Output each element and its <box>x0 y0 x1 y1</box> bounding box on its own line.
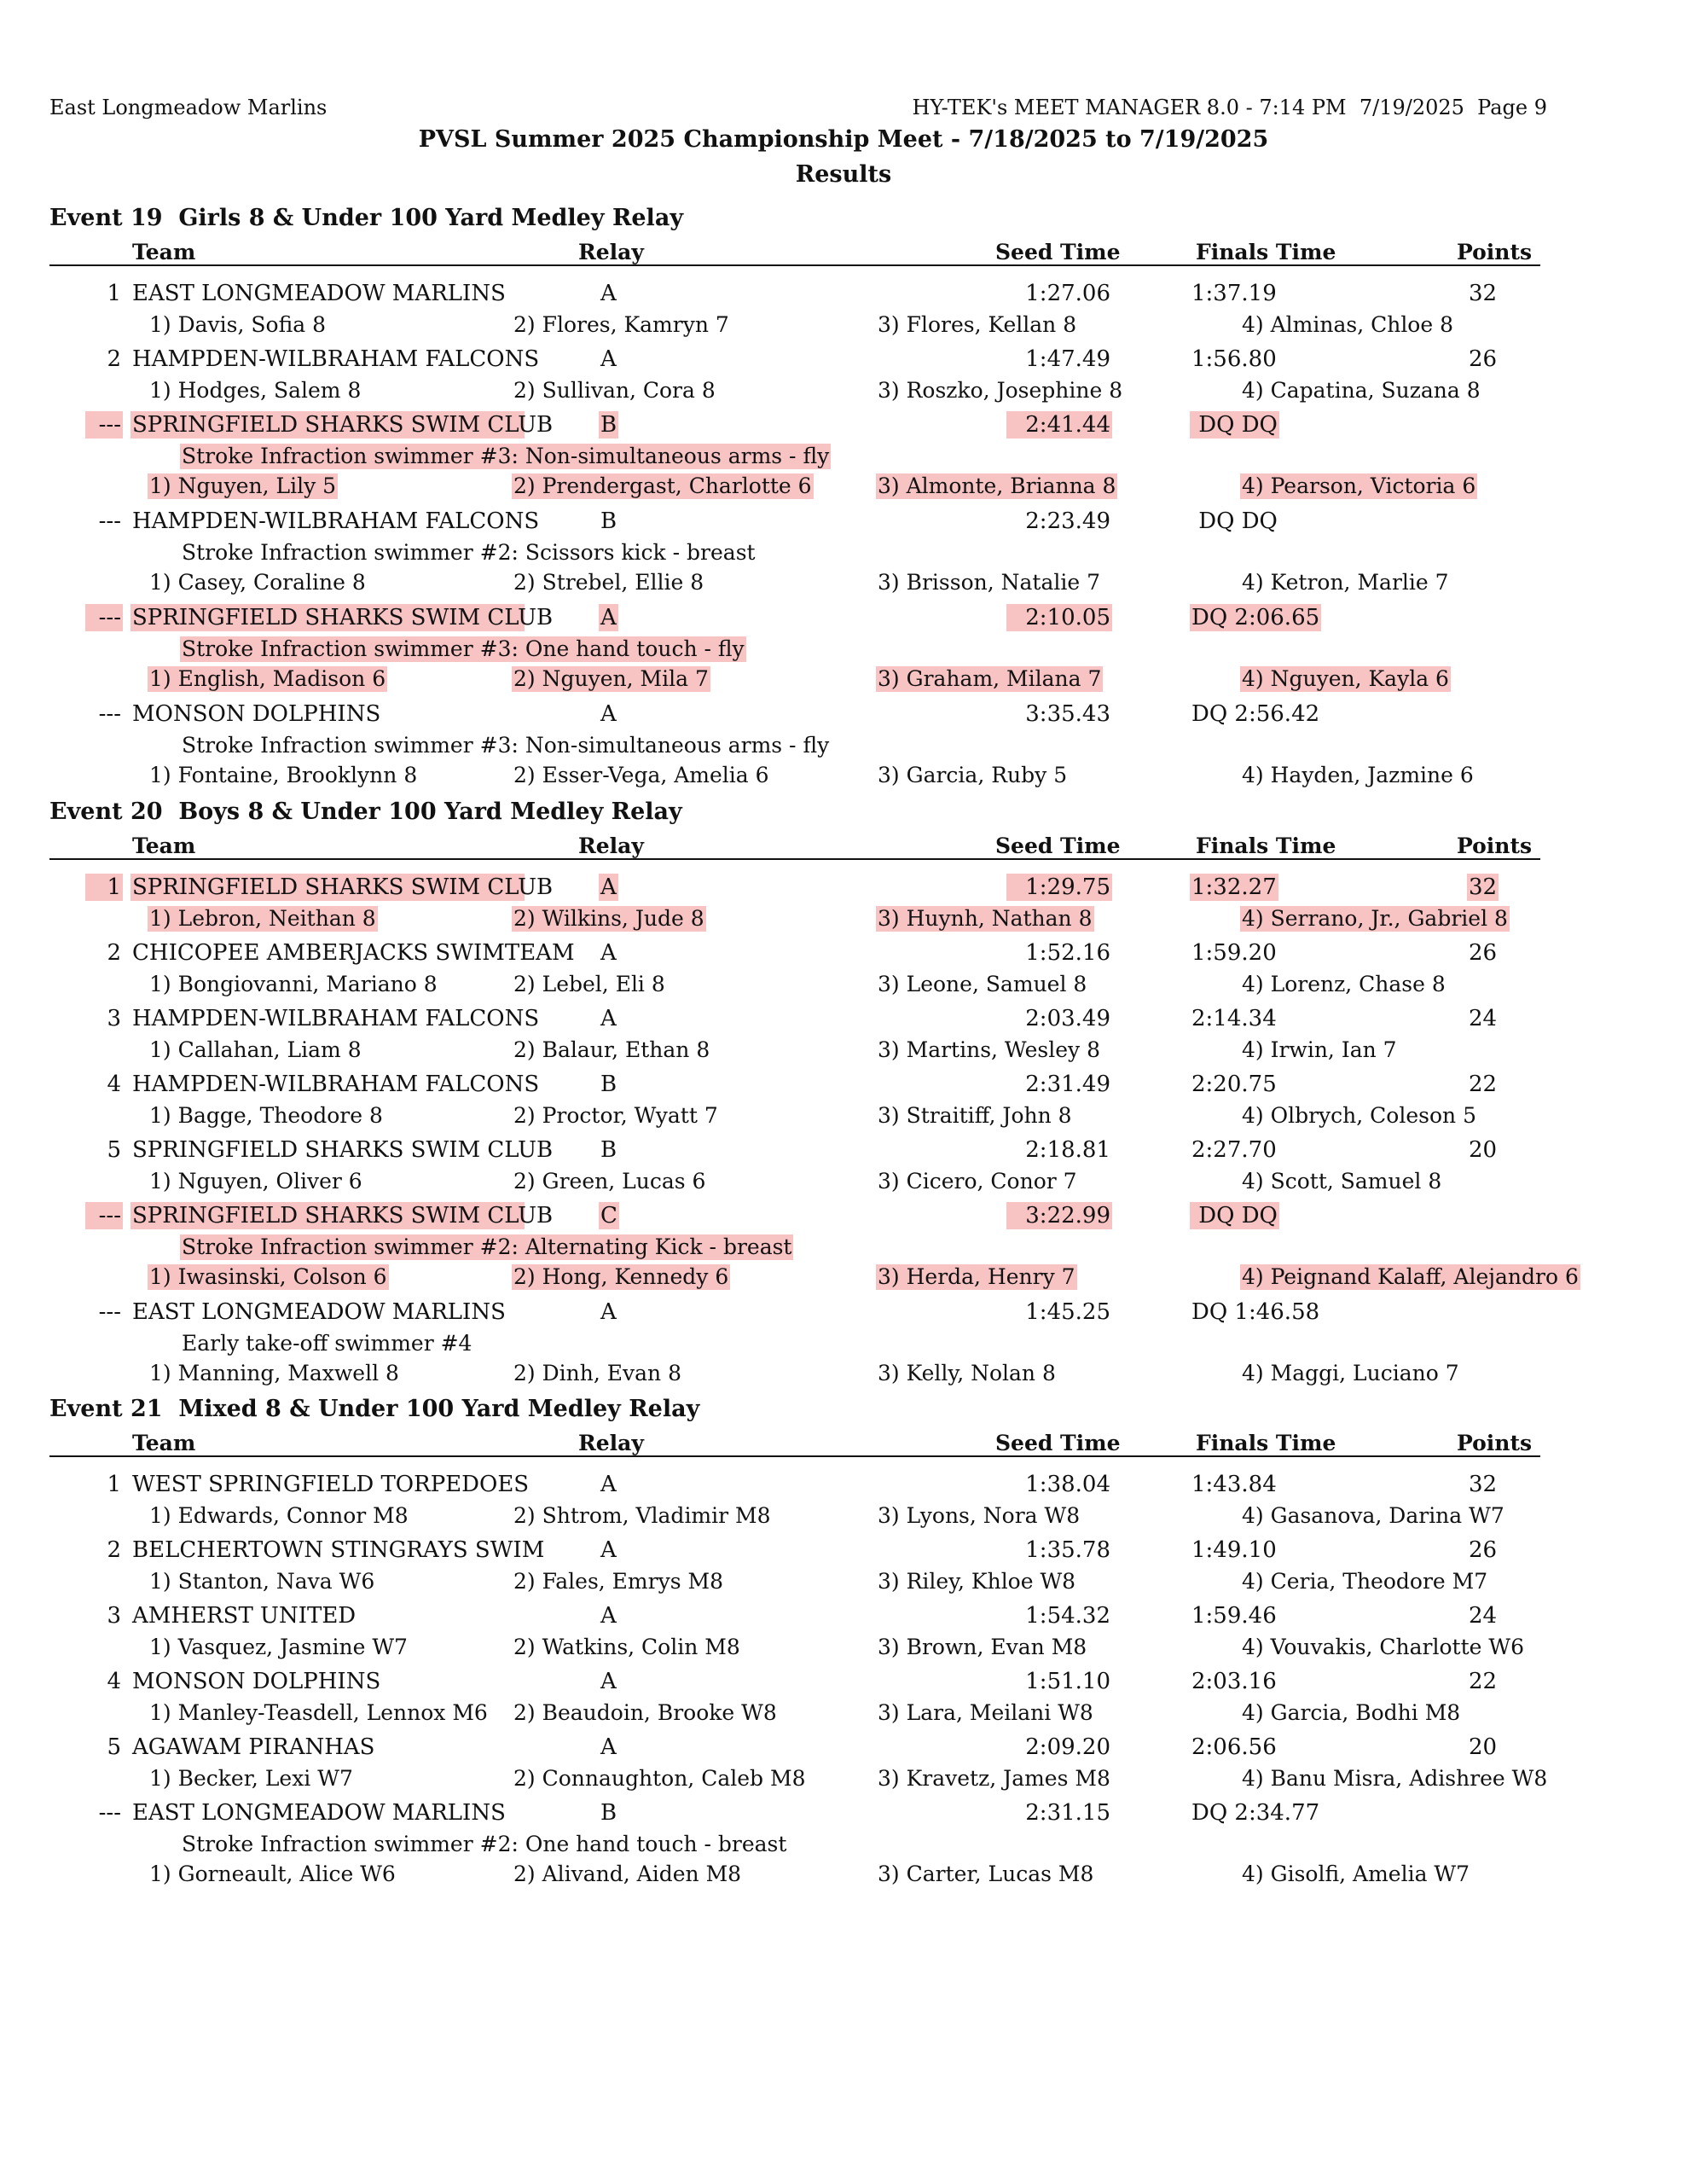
team-cell: SPRINGFIELD SHARKS SWIM CLUB <box>132 605 554 630</box>
swimmer-name: 2) Shtrom, Vladimir M8 <box>513 1503 771 1528</box>
swimmer-name: 1) Iwasinski, Colson 6 <box>149 1264 387 1289</box>
place-cell: --- <box>85 604 123 631</box>
relay-cell: A <box>600 1734 617 1760</box>
points-cell: 26 <box>1469 346 1498 372</box>
finals-time-cell: 1:37.19 <box>1191 281 1277 306</box>
relay-cell: A <box>600 940 617 966</box>
seed-time-cell: 3:35.43 <box>1025 701 1110 727</box>
swimmer-name: 2) Alivand, Aiden M8 <box>513 1862 742 1886</box>
seed-time-cell: 1:27.06 <box>1025 281 1110 306</box>
points-cell: 26 <box>1469 1537 1498 1563</box>
swimmer-name: 4) Nguyen, Kayla 6 <box>1242 666 1449 691</box>
finals-time-cell: DQ DQ <box>1191 1203 1278 1228</box>
swimmer-name: 4) Maggi, Luciano 7 <box>1242 1361 1459 1385</box>
relay-cell: B <box>600 508 617 534</box>
seed-time-cell: 1:29.75 <box>1006 874 1112 901</box>
software-stamp: HY-TEK's MEET MANAGER 8.0 - 7:14 PM 7/19/2025 Page 9 <box>912 96 1547 119</box>
points-cell: 22 <box>1469 1072 1498 1097</box>
swimmer-name: 3) Roszko, Josephine 8 <box>878 378 1123 403</box>
finals-time-cell: DQ 2:06.65 <box>1191 605 1320 630</box>
swimmer-name: 1) Nguyen, Oliver 6 <box>149 1169 362 1194</box>
team-cell: MONSON DOLPHINS <box>132 701 381 727</box>
swimmer-name: 4) Gasanova, Darina W7 <box>1242 1503 1504 1528</box>
swimmer-name: 4) Garcia, Bodhi M8 <box>1242 1700 1461 1725</box>
seed-time-cell: 1:51.10 <box>1025 1669 1110 1694</box>
column-relay: Relay <box>578 1431 644 1455</box>
place-cell: 5 <box>107 1734 121 1760</box>
column-finals-time: Finals Time <box>1196 834 1336 858</box>
finals-time-cell: 2:06.56 <box>1191 1734 1277 1760</box>
infraction-note: Stroke Infraction swimmer #3: Non-simultaneous arms - fly <box>182 444 830 468</box>
club-name: East Longmeadow Marlins <box>49 96 328 119</box>
relay-cell: B <box>600 1800 617 1826</box>
swimmer-name: 1) Manley-Teasdell, Lennox M6 <box>149 1700 488 1725</box>
relay-cell: B <box>600 1072 617 1097</box>
seed-time-cell: 2:41.44 <box>1006 411 1112 439</box>
relay-cell: A <box>600 1537 617 1563</box>
swimmer-name: 4) Olbrych, Coleson 5 <box>1242 1103 1476 1128</box>
swimmer-name: 1) Edwards, Connor M8 <box>149 1503 409 1528</box>
swimmer-name: 4) Ketron, Marlie 7 <box>1242 570 1449 595</box>
swimmer-name: 2) Watkins, Colin M8 <box>513 1635 740 1659</box>
team-cell: HAMPDEN-WILBRAHAM FALCONS <box>132 508 540 534</box>
event-title: Event 20 Boys 8 & Under 100 Yard Medley Relay <box>49 799 682 825</box>
swimmer-name: 4) Vouvakis, Charlotte W6 <box>1242 1635 1524 1659</box>
swimmer-name: 3) Brisson, Natalie 7 <box>878 570 1100 595</box>
swimmer-name: 3) Huynh, Nathan 8 <box>878 906 1093 931</box>
swimmer-name: 1) Bongiovanni, Mariano 8 <box>149 972 438 996</box>
infraction-note: Stroke Infraction swimmer #3: Non-simultaneous arms - fly <box>182 733 830 758</box>
swimmer-name: 2) Connaughton, Caleb M8 <box>513 1766 806 1791</box>
swimmer-name: 2) Sullivan, Cora 8 <box>513 378 716 403</box>
swimmer-name: 3) Graham, Milana 7 <box>878 666 1102 691</box>
points-cell: 24 <box>1469 1603 1498 1629</box>
seed-time-cell: 1:38.04 <box>1025 1472 1110 1497</box>
points-cell: 26 <box>1469 940 1498 966</box>
column-points: Points <box>1457 834 1533 858</box>
team-cell: CHICOPEE AMBERJACKS SWIMTEAM <box>132 940 575 966</box>
points-cell: 20 <box>1469 1734 1498 1760</box>
swimmer-name: 1) Fontaine, Brooklynn 8 <box>149 763 418 787</box>
place-cell: 4 <box>107 1072 121 1097</box>
finals-time-cell: 2:03.16 <box>1191 1669 1277 1694</box>
finals-time-cell: DQ 2:34.77 <box>1191 1800 1320 1826</box>
team-cell: HAMPDEN-WILBRAHAM FALCONS <box>132 346 540 372</box>
swimmer-name: 2) Prendergast, Charlotte 6 <box>513 473 812 498</box>
swimmer-name: 4) Serrano, Jr., Gabriel 8 <box>1242 906 1508 931</box>
meet-title: PVSL Summer 2025 Championship Meet - 7/18/2025 to 7/19/2025 <box>418 126 1269 153</box>
finals-time-cell: 1:49.10 <box>1191 1537 1277 1563</box>
swimmer-name: 4) Capatina, Suzana 8 <box>1242 378 1481 403</box>
relay-cell: A <box>600 1472 617 1497</box>
swimmer-name: 4) Lorenz, Chase 8 <box>1242 972 1446 996</box>
infraction-note: Stroke Infraction swimmer #2: One hand touch - breast <box>182 1832 787 1856</box>
seed-time-cell: 2:18.81 <box>1025 1137 1110 1163</box>
column-relay: Relay <box>578 834 644 858</box>
relay-cell: A <box>600 1299 617 1325</box>
team-cell: BELCHERTOWN STINGRAYS SWIM <box>132 1537 545 1563</box>
place-cell: --- <box>98 508 121 534</box>
seed-time-cell: 3:22.99 <box>1006 1202 1112 1229</box>
column-seed-time: Seed Time <box>995 1431 1121 1455</box>
swimmer-name: 4) Alminas, Chloe 8 <box>1242 312 1454 337</box>
team-cell: SPRINGFIELD SHARKS SWIM CLUB <box>132 1203 554 1228</box>
swimmer-name: 3) Flores, Kellan 8 <box>878 312 1077 337</box>
swimmer-name: 3) Cicero, Conor 7 <box>878 1169 1077 1194</box>
swimmer-name: 1) Gorneault, Alice W6 <box>149 1862 396 1886</box>
swimmer-name: 1) Becker, Lexi W7 <box>149 1766 353 1791</box>
event-title: Event 19 Girls 8 & Under 100 Yard Medley Relay <box>49 205 684 231</box>
finals-time-cell: 2:27.70 <box>1191 1137 1277 1163</box>
points-cell: 22 <box>1469 1669 1498 1694</box>
swimmer-name: 1) Stanton, Nava W6 <box>149 1569 375 1594</box>
swimmer-name: 3) Kelly, Nolan 8 <box>878 1361 1056 1385</box>
seed-time-cell: 1:54.32 <box>1025 1603 1110 1629</box>
swimmer-name: 4) Hayden, Jazmine 6 <box>1242 763 1474 787</box>
relay-cell: A <box>600 346 617 372</box>
swimmer-name: 2) Fales, Emrys M8 <box>513 1569 723 1594</box>
swimmer-name: 3) Lyons, Nora W8 <box>878 1503 1081 1528</box>
column-header-row <box>49 1426 1540 1457</box>
column-points: Points <box>1457 1431 1533 1455</box>
seed-time-cell: 1:35.78 <box>1025 1537 1110 1563</box>
points-cell: 32 <box>1469 874 1498 900</box>
relay-cell: A <box>600 281 617 306</box>
finals-time-cell: 1:56.80 <box>1191 346 1277 372</box>
finals-time-cell: 1:59.46 <box>1191 1603 1277 1629</box>
seed-time-cell: 2:31.49 <box>1025 1072 1110 1097</box>
swimmer-name: 3) Garcia, Ruby 5 <box>878 763 1068 787</box>
place-cell: --- <box>98 1299 121 1325</box>
infraction-note: Stroke Infraction swimmer #2: Scissors kick - breast <box>182 540 756 565</box>
infraction-note: Early take-off swimmer #4 <box>182 1331 472 1356</box>
place-cell: --- <box>98 1800 121 1826</box>
team-cell: HAMPDEN-WILBRAHAM FALCONS <box>132 1072 540 1097</box>
seed-time-cell: 2:23.49 <box>1025 508 1110 534</box>
swimmer-name: 3) Straitiff, John 8 <box>878 1103 1072 1128</box>
swimmer-name: 1) Davis, Sofia 8 <box>149 312 327 337</box>
swimmer-name: 4) Peignand Kalaff, Alejandro 6 <box>1242 1264 1579 1289</box>
finals-time-cell: 1:43.84 <box>1191 1472 1277 1497</box>
points-cell: 32 <box>1469 281 1498 306</box>
swimmer-name: 4) Banu Misra, Adishree W8 <box>1242 1766 1548 1791</box>
seed-time-cell: 1:45.25 <box>1025 1299 1110 1325</box>
column-team: Team <box>132 1431 196 1455</box>
place-cell: --- <box>98 701 121 727</box>
infraction-note: Stroke Infraction swimmer #2: Alternating Kick - breast <box>182 1234 792 1259</box>
finals-time-cell: DQ DQ <box>1191 508 1278 534</box>
team-cell: WEST SPRINGFIELD TORPEDOES <box>132 1472 530 1497</box>
infraction-note: Stroke Infraction swimmer #3: One hand touch - fly <box>182 636 745 661</box>
swimmer-name: 3) Herda, Henry 7 <box>878 1264 1075 1289</box>
place-cell: --- <box>85 411 123 439</box>
team-cell: AMHERST UNITED <box>132 1603 357 1629</box>
points-cell: 20 <box>1469 1137 1498 1163</box>
relay-cell: A <box>600 1603 617 1629</box>
swimmer-name: 2) Proctor, Wyatt 7 <box>513 1103 718 1128</box>
place-cell: 1 <box>107 1472 121 1497</box>
relay-cell: C <box>600 1203 617 1228</box>
team-cell: EAST LONGMEADOW MARLINS <box>132 281 506 306</box>
swimmer-name: 1) Lebron, Neithan 8 <box>149 906 376 931</box>
place-cell: 2 <box>107 1537 121 1563</box>
event-title: Event 21 Mixed 8 & Under 100 Yard Medley Relay <box>49 1396 700 1422</box>
finals-time-cell: DQ DQ <box>1191 412 1278 438</box>
relay-cell: A <box>600 1669 617 1694</box>
swimmer-name: 2) Balaur, Ethan 8 <box>513 1037 710 1062</box>
swimmer-name: 2) Wilkins, Jude 8 <box>513 906 704 931</box>
finals-time-cell: DQ 1:46.58 <box>1191 1299 1320 1325</box>
team-cell: SPRINGFIELD SHARKS SWIM CLUB <box>132 874 554 900</box>
swimmer-name: 4) Irwin, Ian 7 <box>1242 1037 1397 1062</box>
swimmer-name: 4) Ceria, Theodore M7 <box>1242 1569 1488 1594</box>
swimmer-name: 4) Pearson, Victoria 6 <box>1242 473 1476 498</box>
column-team: Team <box>132 240 196 264</box>
column-header-row <box>49 829 1540 860</box>
swimmer-name: 3) Carter, Lucas M8 <box>878 1862 1094 1886</box>
swimmer-name: 2) Hong, Kennedy 6 <box>513 1264 729 1289</box>
team-cell: MONSON DOLPHINS <box>132 1669 381 1694</box>
team-cell: HAMPDEN-WILBRAHAM FALCONS <box>132 1006 540 1031</box>
team-cell: EAST LONGMEADOW MARLINS <box>132 1800 506 1826</box>
team-cell: AGAWAM PIRANHAS <box>132 1734 375 1760</box>
seed-time-cell: 2:10.05 <box>1006 604 1112 631</box>
swimmer-name: 2) Green, Lucas 6 <box>513 1169 706 1194</box>
swimmer-name: 3) Riley, Khloe W8 <box>878 1569 1076 1594</box>
results-title: Results <box>795 161 892 188</box>
place-cell: 4 <box>107 1669 121 1694</box>
swimmer-name: 1) Callahan, Liam 8 <box>149 1037 362 1062</box>
place-cell: 3 <box>107 1006 121 1031</box>
place-cell: 2 <box>107 940 121 966</box>
swimmer-name: 3) Brown, Evan M8 <box>878 1635 1087 1659</box>
place-cell: 5 <box>107 1137 121 1163</box>
relay-cell: A <box>600 1006 617 1031</box>
seed-time-cell: 1:47.49 <box>1025 346 1110 372</box>
swimmer-name: 1) Vasquez, Jasmine W7 <box>149 1635 408 1659</box>
team-cell: SPRINGFIELD SHARKS SWIM CLUB <box>132 412 554 438</box>
swimmer-name: 3) Leone, Samuel 8 <box>878 972 1087 996</box>
column-header-row <box>49 235 1540 266</box>
seed-time-cell: 2:31.15 <box>1025 1800 1110 1826</box>
finals-time-cell: 1:59.20 <box>1191 940 1277 966</box>
finals-time-cell: 1:32.27 <box>1191 874 1277 900</box>
finals-time-cell: 2:14.34 <box>1191 1006 1277 1031</box>
place-cell: 1 <box>85 874 123 901</box>
column-seed-time: Seed Time <box>995 240 1121 264</box>
swimmer-name: 2) Beaudoin, Brooke W8 <box>513 1700 777 1725</box>
swimmer-name: 4) Scott, Samuel 8 <box>1242 1169 1442 1194</box>
points-cell: 32 <box>1469 1472 1498 1497</box>
swimmer-name: 2) Flores, Kamryn 7 <box>513 312 729 337</box>
swimmer-name: 2) Nguyen, Mila 7 <box>513 666 709 691</box>
column-seed-time: Seed Time <box>995 834 1121 858</box>
swimmer-name: 3) Martins, Wesley 8 <box>878 1037 1100 1062</box>
swimmer-name: 3) Lara, Meilani W8 <box>878 1700 1093 1725</box>
swimmer-name: 1) Manning, Maxwell 8 <box>149 1361 399 1385</box>
swimmer-name: 3) Almonte, Brianna 8 <box>878 473 1116 498</box>
seed-time-cell: 2:03.49 <box>1025 1006 1110 1031</box>
finals-time-cell: 2:20.75 <box>1191 1072 1277 1097</box>
relay-cell: A <box>600 605 617 630</box>
swimmer-name: 2) Lebel, Eli 8 <box>513 972 665 996</box>
swimmer-name: 3) Kravetz, James M8 <box>878 1766 1110 1791</box>
relay-cell: B <box>600 1137 617 1163</box>
swimmer-name: 1) Hodges, Salem 8 <box>149 378 362 403</box>
relay-cell: A <box>600 874 617 900</box>
column-finals-time: Finals Time <box>1196 1431 1336 1455</box>
swimmer-name: 2) Strebel, Ellie 8 <box>513 570 704 595</box>
column-finals-time: Finals Time <box>1196 240 1336 264</box>
swimmer-name: 1) Casey, Coraline 8 <box>149 570 366 595</box>
place-cell: 2 <box>107 346 121 372</box>
swimmer-name: 1) English, Madison 6 <box>149 666 386 691</box>
swimmer-name: 2) Dinh, Evan 8 <box>513 1361 681 1385</box>
relay-cell: B <box>600 412 617 438</box>
place-cell: 1 <box>107 281 121 306</box>
swimmer-name: 1) Nguyen, Lily 5 <box>149 473 337 498</box>
swimmer-name: 1) Bagge, Theodore 8 <box>149 1103 383 1128</box>
swimmer-name: 4) Gisolfi, Amelia W7 <box>1242 1862 1470 1886</box>
team-cell: EAST LONGMEADOW MARLINS <box>132 1299 506 1325</box>
place-cell: 3 <box>107 1603 121 1629</box>
column-relay: Relay <box>578 240 644 264</box>
team-cell: SPRINGFIELD SHARKS SWIM CLUB <box>132 1137 554 1163</box>
finals-time-cell: DQ 2:56.42 <box>1191 701 1320 727</box>
swimmer-name: 2) Esser-Vega, Amelia 6 <box>513 763 769 787</box>
place-cell: --- <box>85 1202 123 1229</box>
relay-cell: A <box>600 701 617 727</box>
seed-time-cell: 1:52.16 <box>1025 940 1110 966</box>
column-points: Points <box>1457 240 1533 264</box>
column-team: Team <box>132 834 196 858</box>
seed-time-cell: 2:09.20 <box>1025 1734 1110 1760</box>
points-cell: 24 <box>1469 1006 1498 1031</box>
